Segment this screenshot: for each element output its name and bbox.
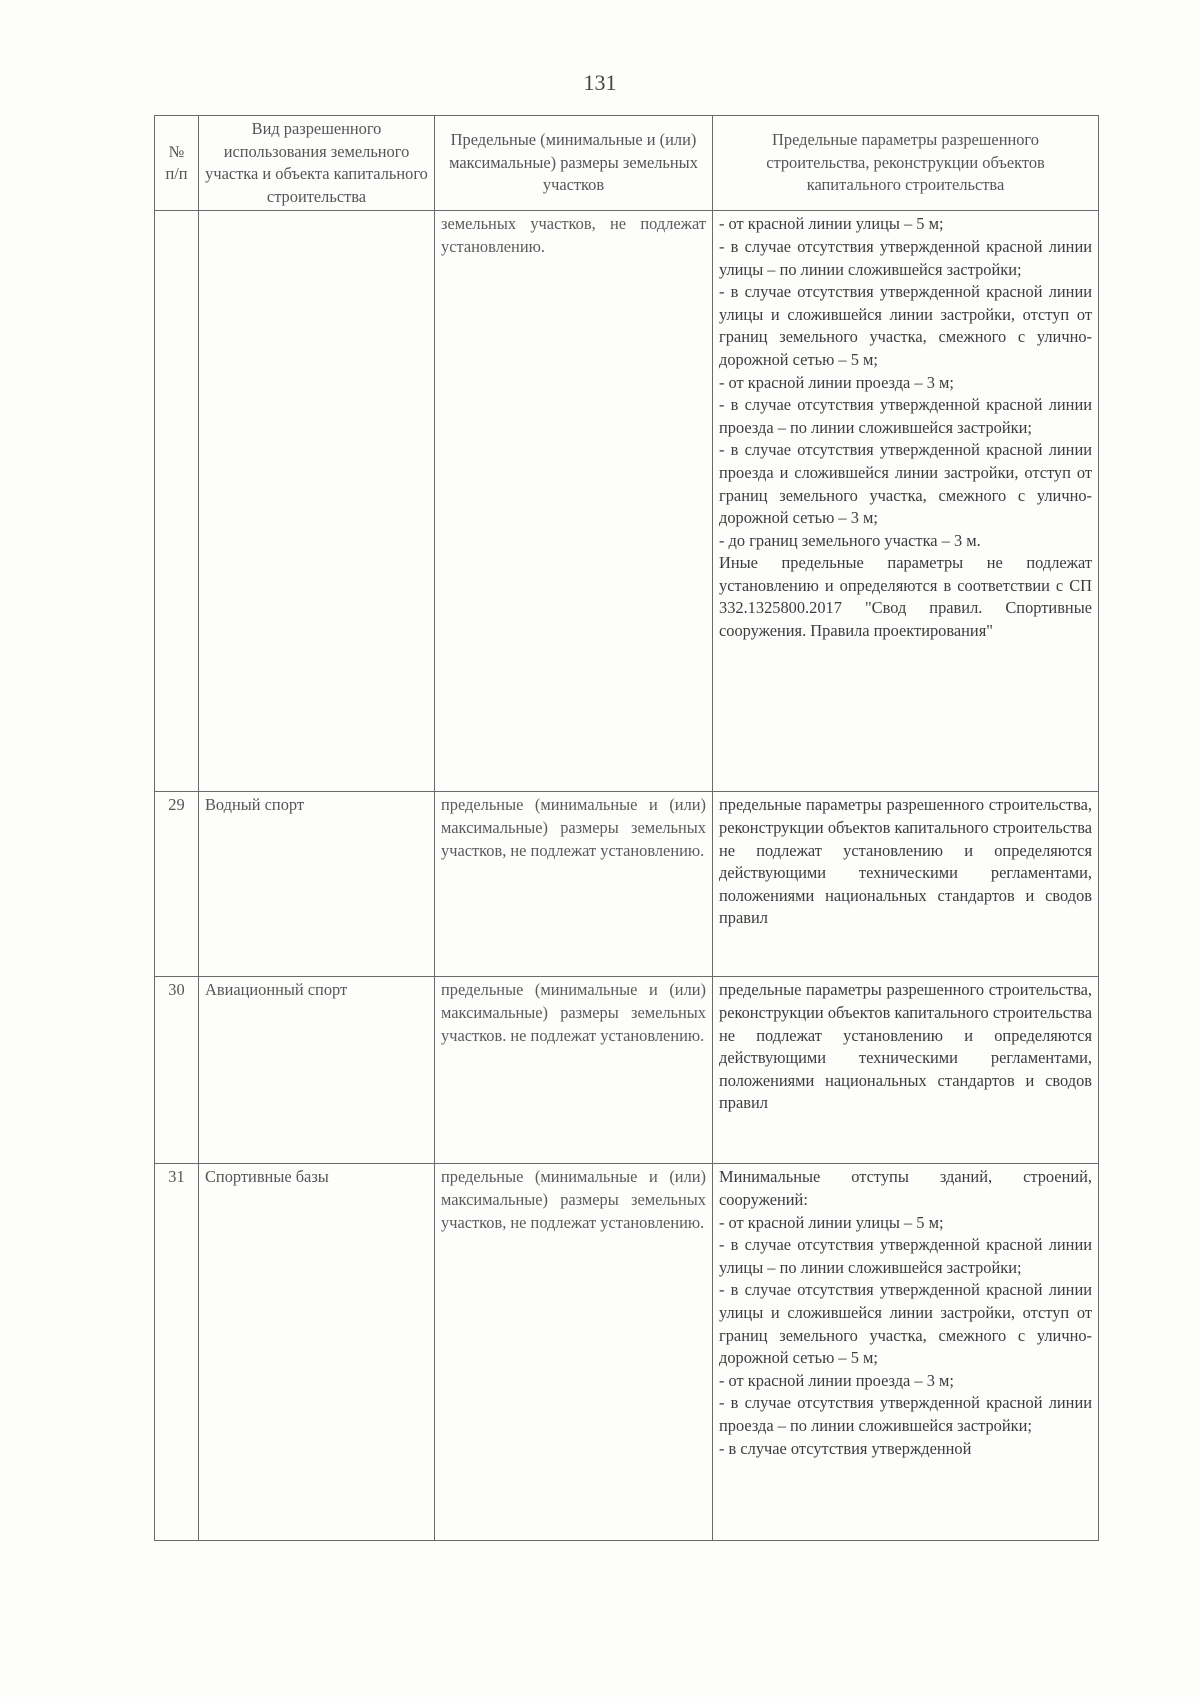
- row-params: [713, 977, 1099, 1164]
- params-line: - в случае отсутствия утвержденной красной линии проезда – по линии сложившейся застройки;: [719, 1393, 1092, 1435]
- table-row: [155, 977, 1099, 1164]
- params-line: - в случае отсутствия утвержденной красной линии проезда – по линии сложившейся застройки;: [719, 395, 1092, 437]
- header-params: Предельные параметры разрешенного строительства, реконструкции объектов капитального строительства: [713, 116, 1099, 211]
- row-params: [713, 211, 1099, 792]
- params-line: - от красной линии проезда – 3 м;: [719, 1370, 954, 1390]
- table-row: [155, 211, 1099, 792]
- page-number: 131: [583, 70, 617, 95]
- params-line: предельные параметры разрешенного строительства, реконструкции объектов капитального строительства не подлежат установлению и определяются действующими техническими регламентами, положениями национальных стандартов и сводов правил: [719, 980, 1092, 1113]
- table-header-row: [155, 116, 1099, 211]
- params-line: - в случае отсутствия утвержденной красной линии проезда и сложившейся линии застройки, отступ от границ земельного участка, смежного с улично-дорожной сетью – 3 м;: [719, 440, 1092, 528]
- row-size: предельные (минимальные и (или) максимальные) размеры земельных участков, не подлежат установлению.: [435, 792, 713, 977]
- params-line: - от красной линии проезда – 3 м;: [719, 372, 954, 392]
- params-line: предельные параметры разрешенного строительства, реконструкции объектов капитального строительства не подлежат установлению и определяются действующими техническими регламентами, положениями национальных стандартов и сводов правил: [719, 795, 1092, 928]
- row-params: [713, 792, 1099, 977]
- row-size: предельные (минимальные и (или) максимальные) размеры земельных участков, не подлежат установлению.: [435, 1164, 713, 1541]
- table-row: [155, 1164, 1099, 1541]
- row-size: предельные (минимальные и (или) максимальные) размеры земельных участков. не подлежат установлению.: [435, 977, 713, 1164]
- params-line: Минимальные отступы зданий, строений, сооружений:: [719, 1167, 1092, 1209]
- params-line: - от красной линии улицы – 5 м;: [719, 214, 944, 234]
- row-kind: Спортивные базы: [199, 1164, 435, 1541]
- params-line: - от красной линии улицы – 5 м;: [719, 1212, 944, 1232]
- row-kind: Авиационный спорт: [199, 977, 435, 1164]
- regulations-table: [154, 115, 1099, 1541]
- row-params: [713, 1164, 1099, 1541]
- table-row: [155, 792, 1099, 977]
- header-num: № п/п: [155, 116, 199, 211]
- row-kind: Водный спорт: [199, 792, 435, 977]
- row-num: 29: [155, 792, 199, 977]
- row-num: [155, 211, 199, 792]
- params-line: - в случае отсутствия утвержденной красной линии улицы – по линии сложившейся застройки;: [719, 1235, 1092, 1277]
- header-kind: Вид разрешенного использования земельного участка и объекта капитального строительства: [199, 116, 435, 211]
- params-line: Иные предельные параметры не подлежат установлению и определяются в соответствии с СП 332.1325800.2017 "Свод правил. Спортивные сооружения. Правила проектирования": [719, 553, 1092, 641]
- params-line: - в случае отсутствия утвержденной красной линии улицы и сложившейся линии застройки, отступ от границ земельного участка, смежного с улично-дорожной сетью – 5 м;: [719, 1280, 1092, 1368]
- params-line: - до границ земельного участка – 3 м.: [719, 530, 981, 550]
- header-size: Предельные (минимальные и (или) максимальные) размеры земельных участков: [435, 116, 713, 211]
- row-size: земельных участков, не подлежат установлению.: [435, 211, 713, 792]
- params-line: - в случае отсутствия утвержденной: [719, 1438, 972, 1458]
- params-line: - в случае отсутствия утвержденной красной линии улицы и сложившейся линии застройки, отступ от границ земельного участка, смежного с улично-дорожной сетью – 5 м;: [719, 282, 1092, 369]
- row-num: 30: [155, 977, 199, 1164]
- row-kind: [199, 211, 435, 792]
- row-num: 31: [155, 1164, 199, 1541]
- params-line: - в случае отсутствия утвержденной красной линии улицы – по линии сложившейся застройки;: [719, 236, 1092, 279]
